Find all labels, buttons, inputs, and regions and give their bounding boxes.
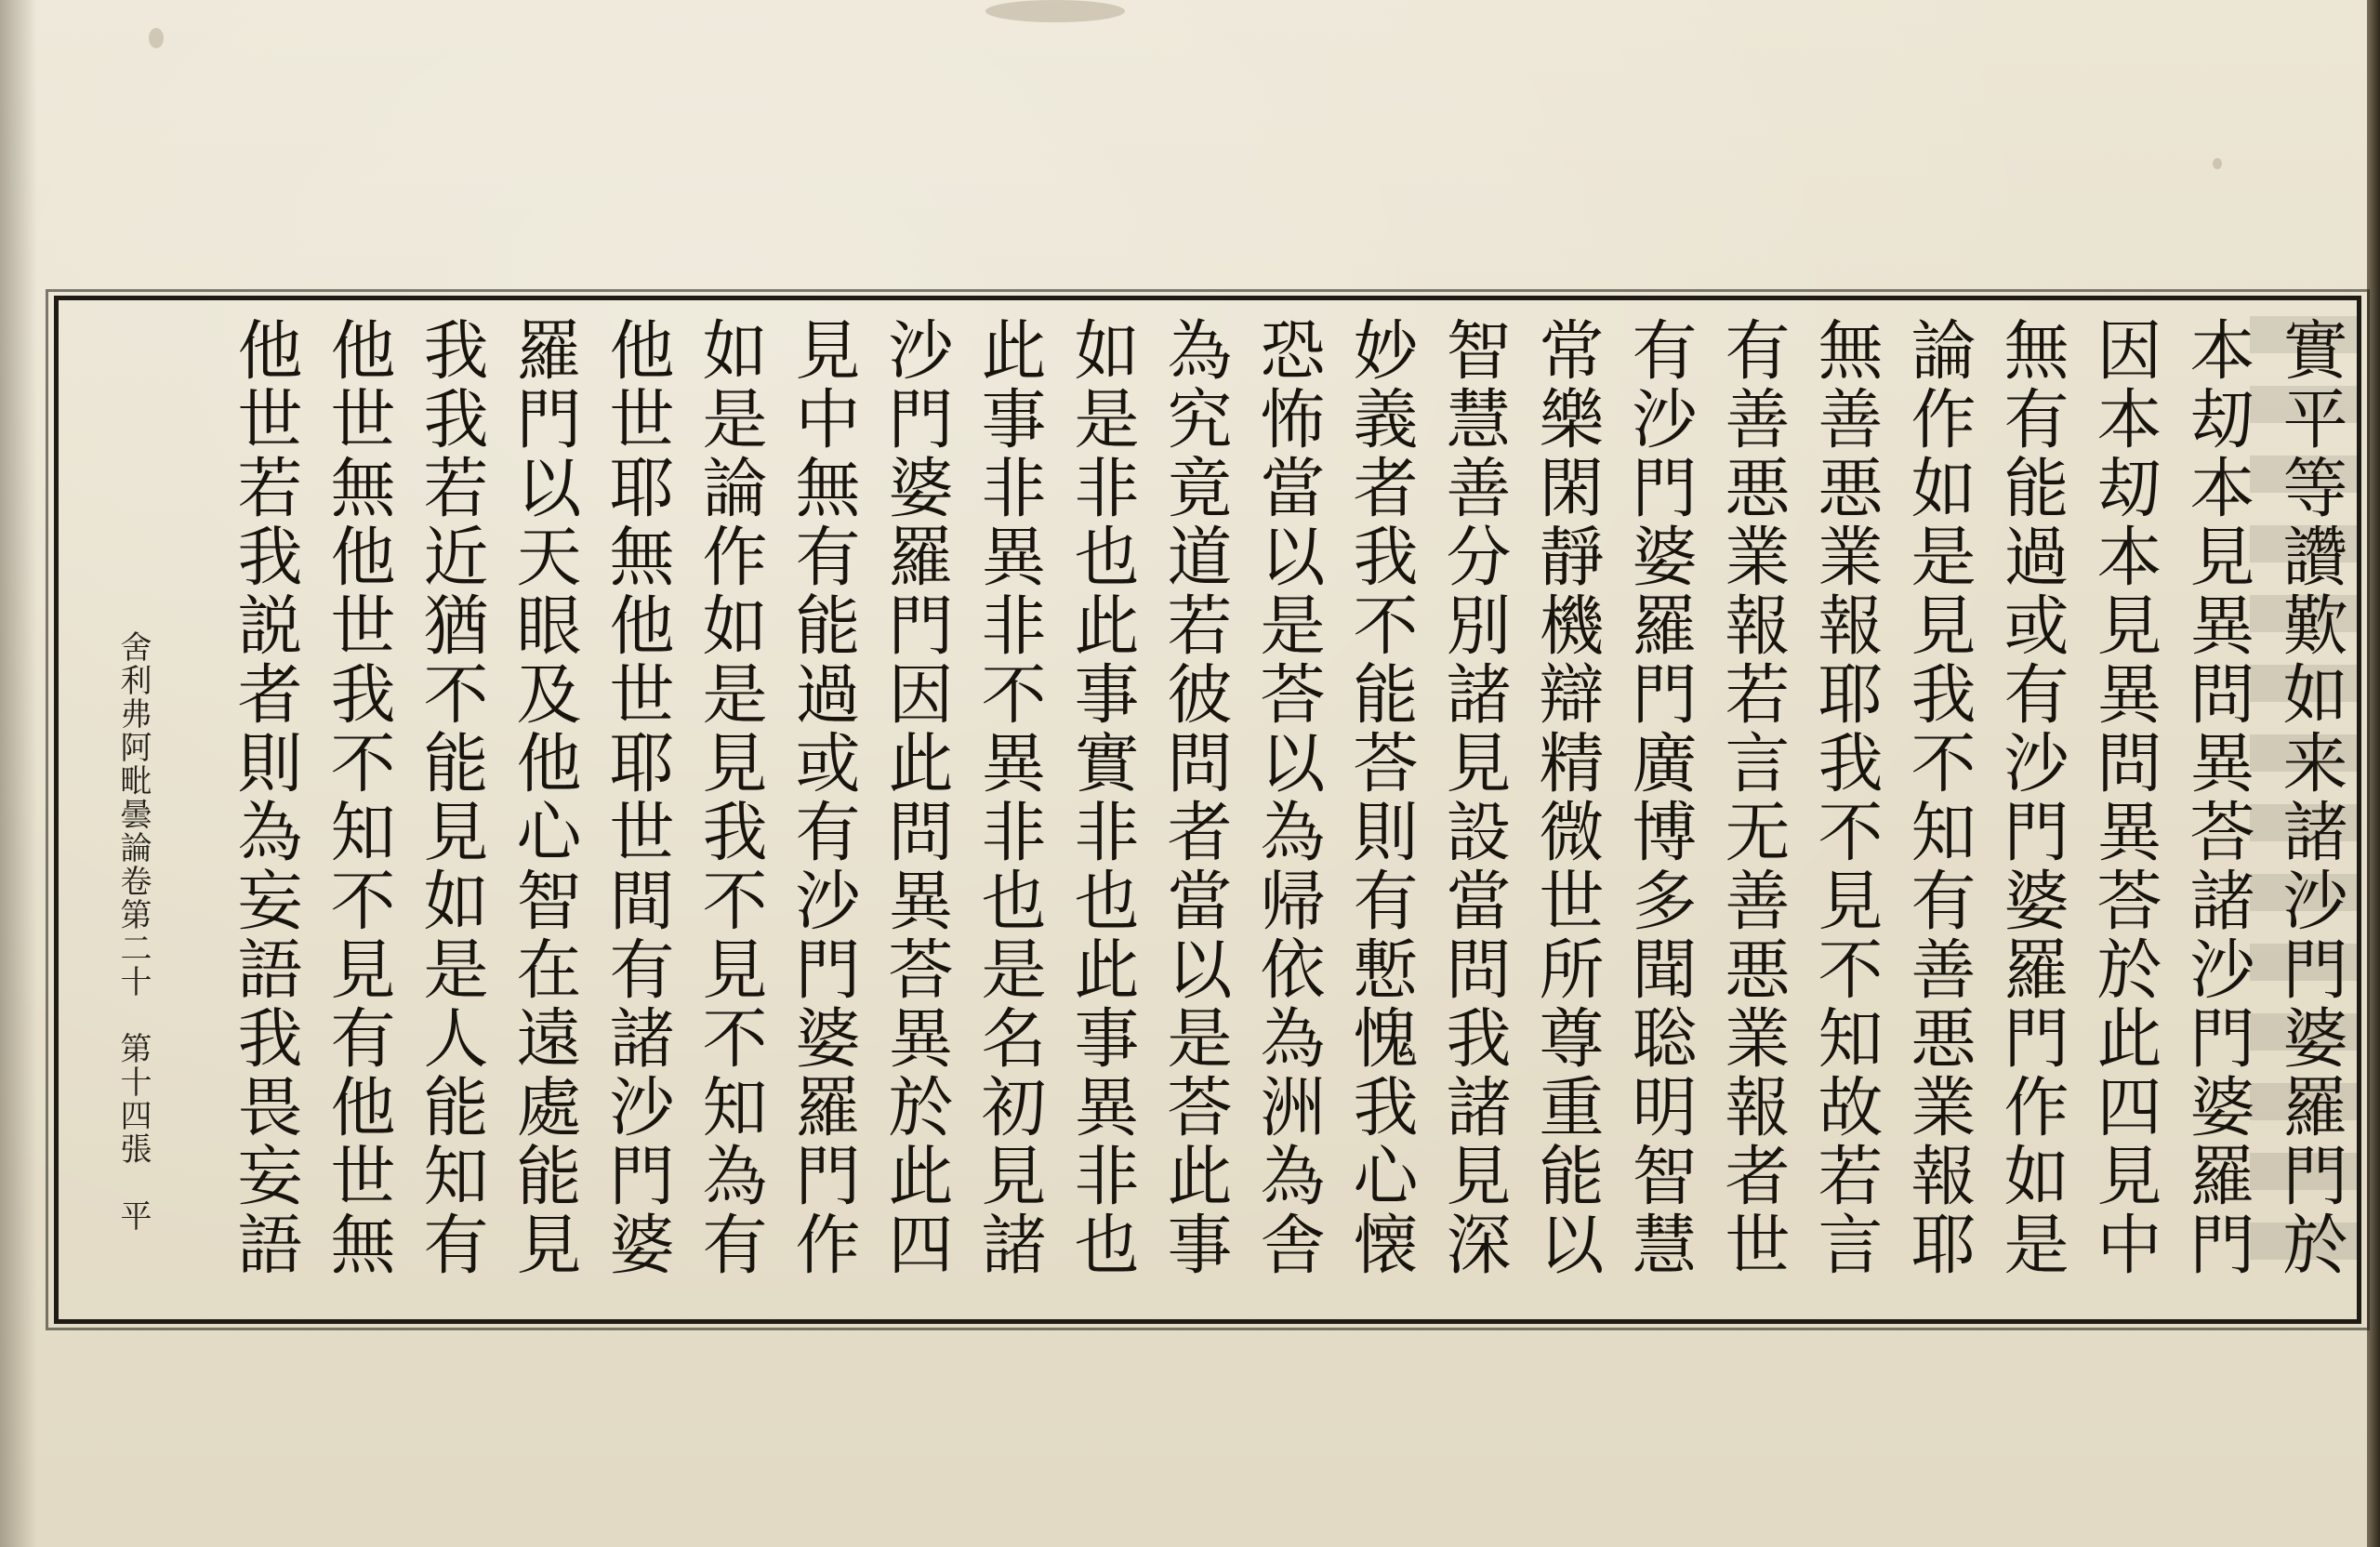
block-margin-title: 舍利弗阿毗曇論卷第二十 第十四張 平 — [114, 630, 152, 1233]
ink-spot — [2213, 158, 2222, 169]
text-column: 沙門婆羅門因此問異荅異於此四 — [878, 316, 954, 1279]
text-column: 為究竟道若彼問者當以是荅此事 — [1157, 316, 1233, 1279]
text-column: 他世若我説者則為妄語我畏妄語 — [227, 316, 303, 1279]
text-columns — [65, 316, 2354, 1320]
text-column: 如是非也此事實非也此事異非也 — [1064, 316, 1140, 1279]
text-column: 無善悪業報耶我不見不知故若言 — [1807, 316, 1884, 1279]
text-column: 恐怖當以是荅以為帰依為洲為舎 — [1250, 316, 1326, 1279]
text-column: 實平等讚歎如来諸沙門婆羅門於 — [2272, 316, 2348, 1279]
text-column: 如是論作如是見我不見不知為有 — [692, 316, 768, 1279]
text-column: 有善悪業報若言无善悪業報者世 — [1714, 316, 1791, 1279]
binding-shadow — [0, 0, 37, 1547]
text-column: 智慧善分別諸見設當問我諸見深 — [1435, 316, 1512, 1279]
text-column: 無有能過或有沙門婆羅門作如是 — [1993, 316, 2069, 1279]
text-column: 本刧本見異問異荅諸沙門婆羅門 — [2179, 316, 2255, 1279]
text-column: 見中無有能過或有沙門婆羅門作 — [785, 316, 861, 1279]
text-column: 我我若近猶不能見如是人能知有 — [413, 316, 489, 1279]
ink-spot — [149, 28, 164, 48]
text-column: 常樂閑靜機辯精微世所尊重能以 — [1528, 316, 1605, 1279]
text-column: 妙義者我不能荅則有慙愧我心懐 — [1342, 316, 1419, 1279]
text-column: 此事非異非不異非也是名初見諸 — [971, 316, 1047, 1279]
text-column: 羅門以天眼及他心智在遠處能見 — [506, 316, 582, 1279]
text-column: 有沙門婆羅門廣博多聞聡明智慧 — [1621, 316, 1698, 1279]
text-column: 他世耶無他世耶世間有諸沙門婆 — [599, 316, 675, 1279]
text-column: 論作如是見我不知有善悪業報耶 — [1900, 316, 1977, 1279]
text-column: 他世無他世我不知不見有他世無 — [320, 316, 396, 1279]
text-column: 因本刧本見異問異荅於此四見中 — [2086, 316, 2162, 1279]
stain-mark — [985, 0, 1125, 22]
